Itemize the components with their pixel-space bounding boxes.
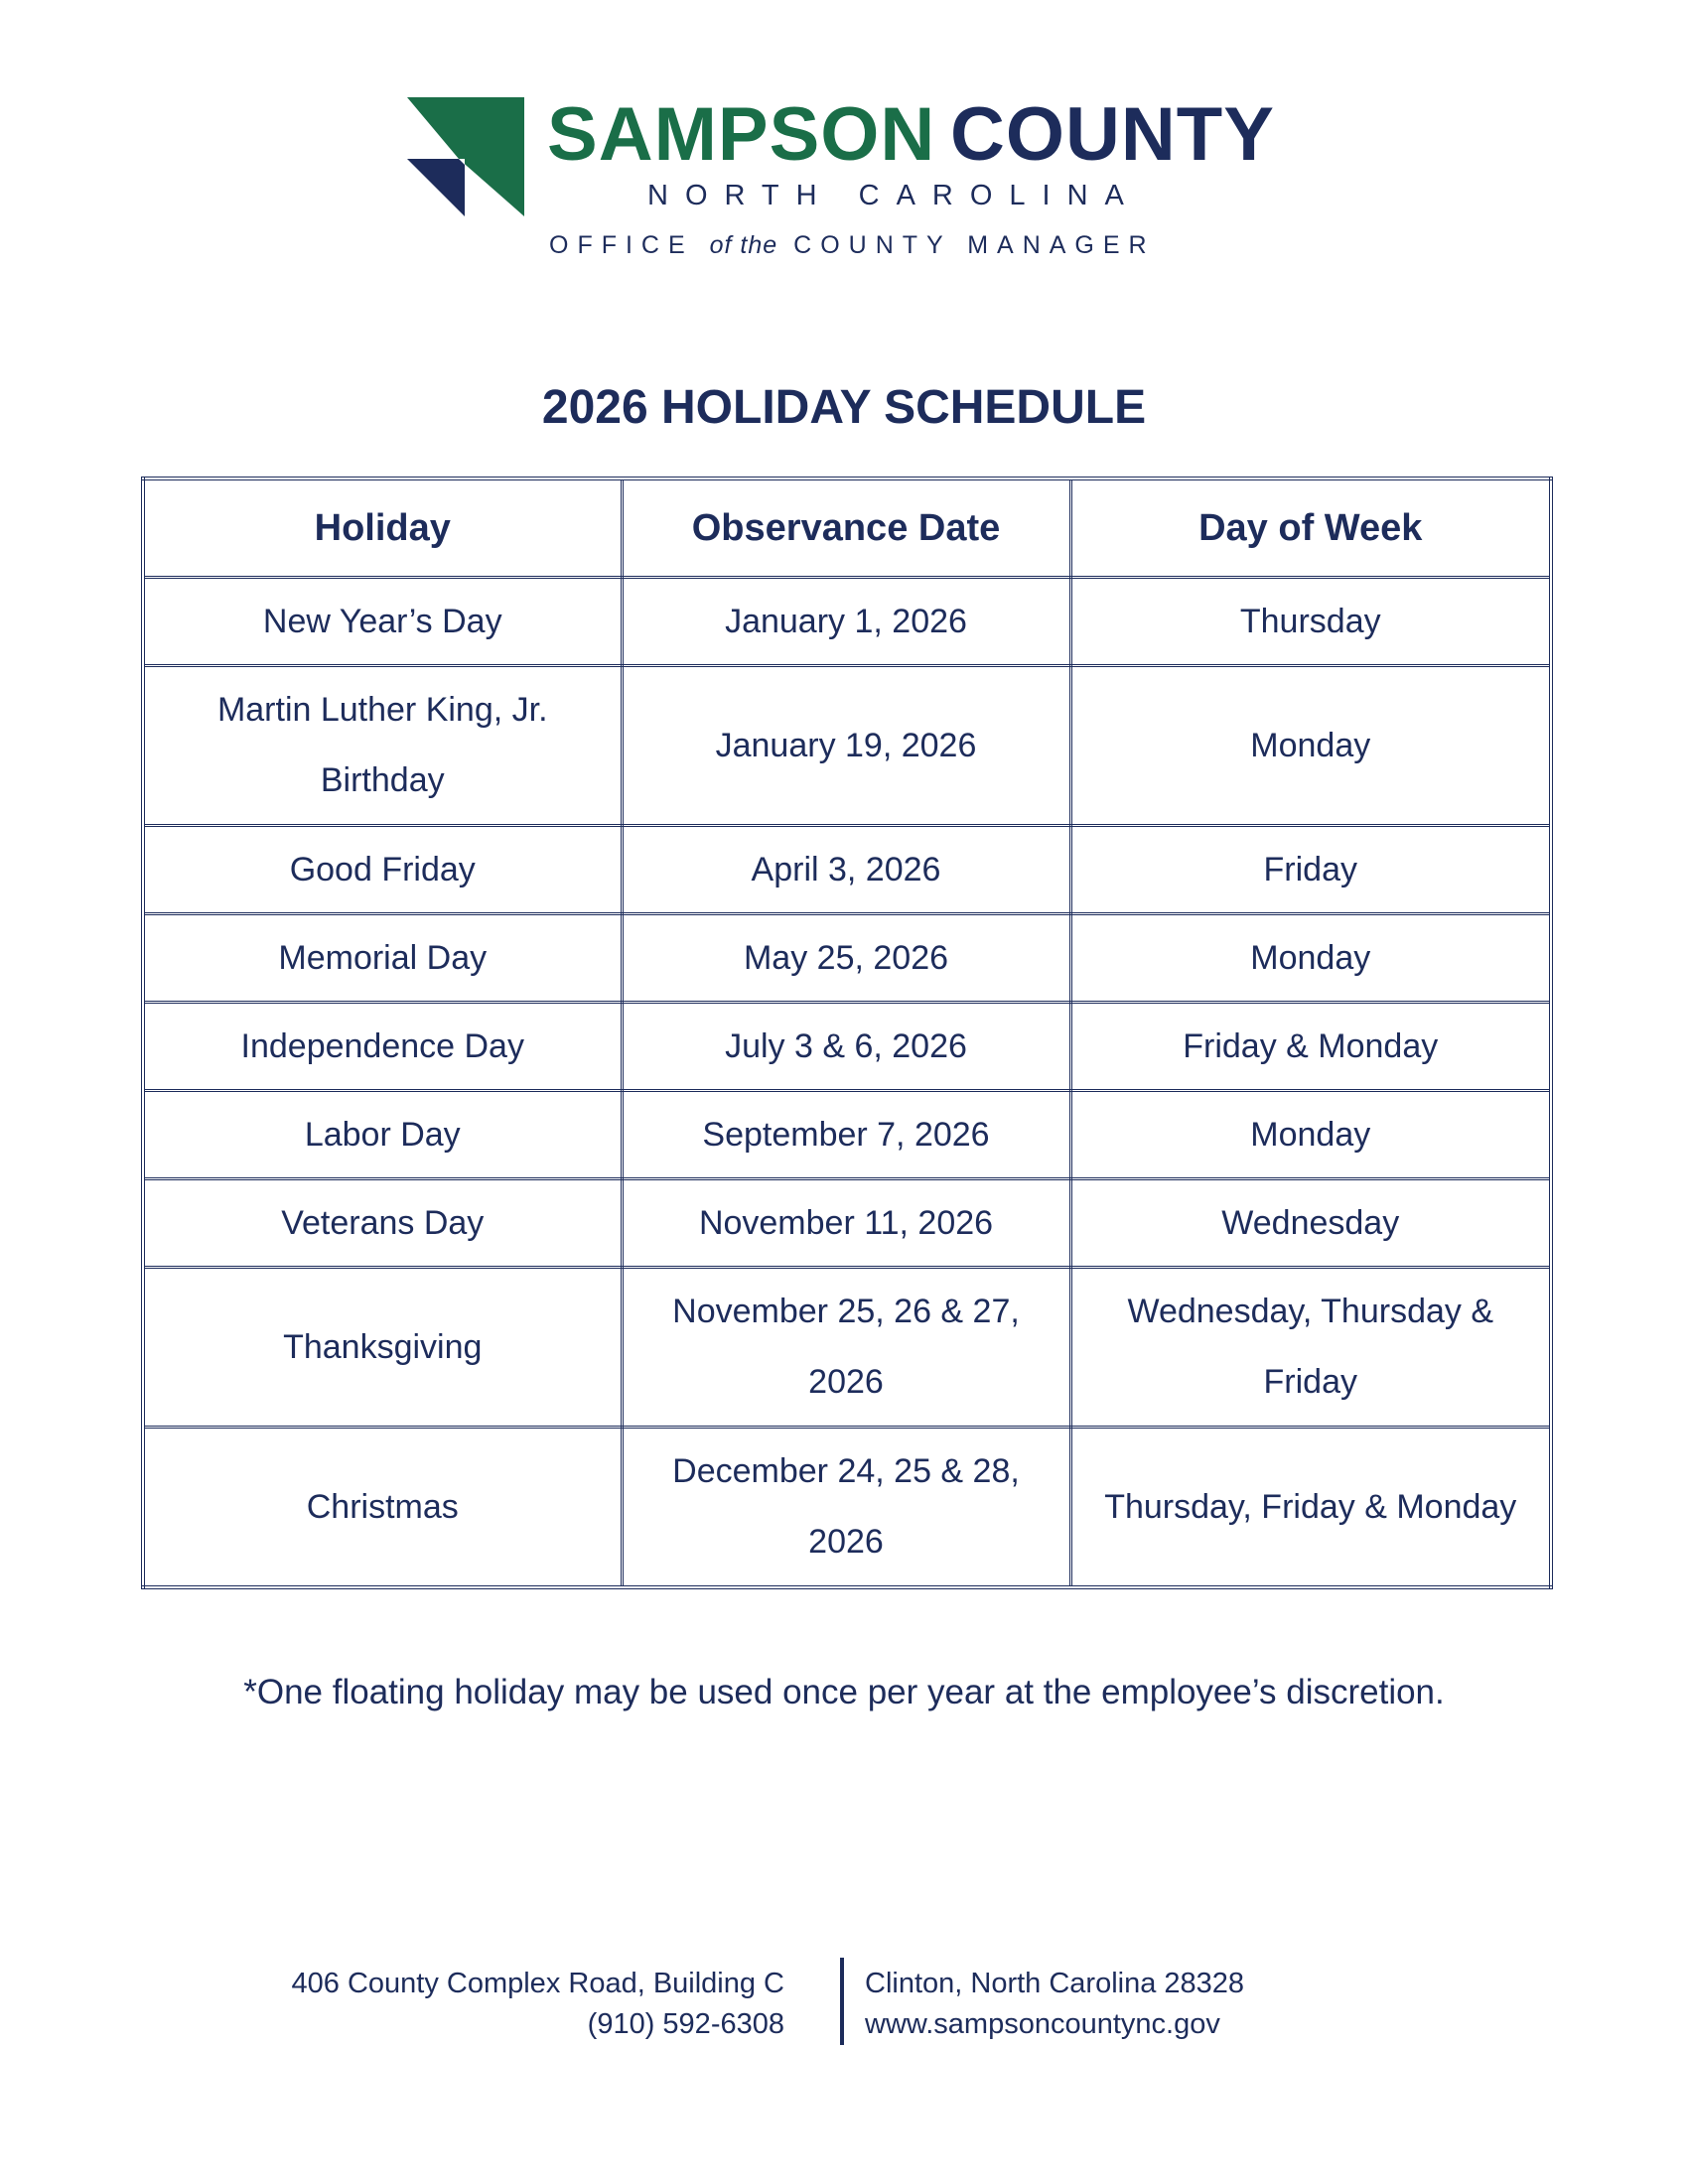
date-cell: May 25, 2026 [622,914,1070,1003]
day-cell: Monday [1070,666,1551,826]
table-row [143,1268,1551,1428]
brand-name-county: COUNTY [950,92,1275,177]
office-line [549,230,1156,260]
holiday-cell: Thanksgiving [143,1268,622,1428]
table-row [143,826,1551,914]
table-row [143,666,1551,826]
date-cell: September 7, 2026 [622,1091,1070,1179]
brand-name-sampson: SAMPSON [547,92,936,177]
table-row [143,914,1551,1003]
day-cell: Monday [1070,914,1551,1003]
date-cell: January 19, 2026 [622,666,1070,826]
day-cell: Thursday [1070,578,1551,666]
floating-holiday-note: *One floating holiday may be used once per year at the employee’s discretion. [243,1673,1445,1711]
footer-city: Clinton, North Carolina 28328 [865,1968,1245,1999]
day-cell: Friday & Monday [1070,1003,1551,1091]
footer-address: 406 County Complex Road, Building C [291,1968,784,1999]
page-title: 2026 HOLIDAY SCHEDULE [541,381,1147,434]
table-header-row [143,478,1551,578]
office-connector: of the [709,231,778,259]
holiday-cell: Veterans Day [143,1179,622,1268]
column-header-day-of-week: Day of Week [1070,478,1551,578]
table-row [143,1428,1551,1588]
holiday-schedule-table [141,477,1553,1589]
holiday-cell: Independence Day [143,1003,622,1091]
office-role: COUNTY MANAGER [793,231,1156,259]
footer-contact-block [865,1964,1421,2045]
footer-website-link[interactable]: www.sampsoncountync.gov [865,2008,1220,2040]
footer-divider [840,1958,844,2045]
date-cell: January 1, 2026 [622,578,1070,666]
date-cell: December 24, 25 & 28, 2026 [622,1428,1070,1588]
holiday-cell: Martin Luther King, Jr. Birthday [143,666,622,826]
footer-phone: (910) 592-6308 [587,2008,784,2040]
holiday-cell: Labor Day [143,1091,622,1179]
day-cell: Wednesday, Thursday & Friday [1070,1268,1551,1428]
column-header-holiday: Holiday [143,478,622,578]
column-header-observance-date: Observance Date [622,478,1070,578]
office-word: OFFICE [549,231,694,259]
brand-state: NORTH CAROLINA [647,180,1141,211]
holiday-cell: New Year’s Day [143,578,622,666]
date-cell: July 3 & 6, 2026 [622,1003,1070,1091]
holiday-cell: Good Friday [143,826,622,914]
table-row [143,1003,1551,1091]
day-cell: Wednesday [1070,1179,1551,1268]
holiday-cell: Christmas [143,1428,622,1588]
day-cell: Monday [1070,1091,1551,1179]
table-row [143,1091,1551,1179]
day-cell: Thursday, Friday & Monday [1070,1428,1551,1588]
letterhead [0,0,1688,288]
date-cell: November 11, 2026 [622,1179,1070,1268]
county-logo-icon [407,97,524,216]
footer-address-block [199,1964,784,2045]
table-row [143,1179,1551,1268]
date-cell: April 3, 2026 [622,826,1070,914]
holiday-cell: Memorial Day [143,914,622,1003]
table-row [143,578,1551,666]
date-cell: November 25, 26 & 27, 2026 [622,1268,1070,1428]
day-cell: Friday [1070,826,1551,914]
